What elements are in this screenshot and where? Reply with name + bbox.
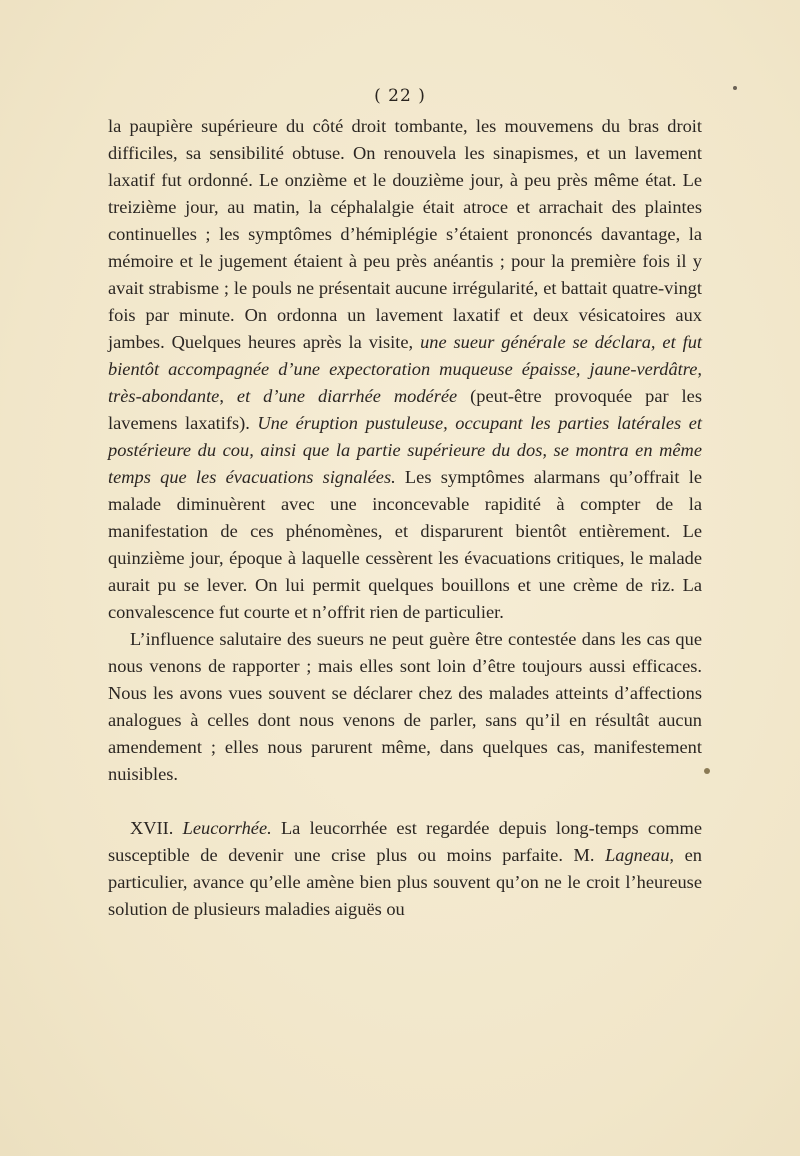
text-segment: la paupière supérieure du côté droit tombante, les mouvemens du bras droit difficiles, sa sensibilité obtuse. On renouvela les sinapismes, et un lavement laxatif fut ordonné. Le onzième et le douzième jour, à peu près même état. Le treizième jour, au matin, la céphalalgie était atroce et arrachait des plaintes continuelles ; les symptômes d’hémiplégie s’étaient prononcés davantage, la mémoire et le jugement étaient à peu près anéantis ; pour la première fois il y avait strabisme ; le pouls ne présentait aucune irrégularité, et battait quatre-vingt fois par minute. On ordonna un lavement laxatif et deux vésicatoires aux jambes. Quelques heures après la visite, <box>108 116 702 352</box>
text-segment: (peut-être provoquée par les lavemens laxatifs). <box>108 386 702 433</box>
page-number: ( 22 ) <box>374 86 426 106</box>
section-leucorrhee <box>108 815 702 923</box>
paragraph-sweats <box>108 626 702 788</box>
text-segment-italic: une sueur générale se déclara, et fut bientôt accompagnée d’une expectoration muqueuse épaisse, jaune-verdâtre, très-abondante <box>108 332 702 406</box>
section-title: Leucorrhée. <box>182 818 272 838</box>
text-segment: Les symptômes alarmans qu’offrait le malade diminuèrent avec une inconcevable rapidité à compter de la manifestation de ces phénomènes, et disparurent bientôt entièrement. Le quinzième jour, époque à laquelle cessèrent les évacuations critiques, le malade aurait pu se lever. On lui permit quelques bouillons et une crème de riz. La convalescence fut courte et n’offrit rien de particulier. <box>108 467 702 622</box>
paper-speck <box>704 768 710 774</box>
text-segment-italic: et d’une diarrhée modérée <box>236 386 458 406</box>
body-text <box>108 113 702 923</box>
paper-speck <box>733 86 737 90</box>
author-name: Lagneau, <box>605 845 675 865</box>
text-segment-italic: Une éruption pustuleuse, occupant les parties latérales et postérieure du cou, ainsi que la partie supérieure du dos, se montra en même temps que les évacuations signalées. <box>108 413 703 487</box>
paragraph-continuation <box>108 113 702 626</box>
section-number: XVII. <box>130 818 183 838</box>
text-segment: L’influence salutaire des sueurs ne peut guère être contestée dans les cas que nous venons de rapporter ; mais elles sont loin d’être toujours aussi efficaces. Nous les avons vues souvent se déclarer chez des malades atteints d’affections analogues à celles dont nous venons de parler, sans qu’il en résultât aucun amendement ; elles nous parurent même, dans quelques cas, manifestement nuisibles. <box>108 629 702 784</box>
text-segment: La leucorrhée est regardée depuis long-temps comme susceptible de devenir une crise plus ou moins parfaite. M. <box>108 818 702 865</box>
text-segment: , <box>219 386 237 406</box>
text-segment: en particulier, avance qu’elle amène bien plus souvent qu’on ne le croit l’heureuse solution de plusieurs maladies aiguës ou <box>108 845 702 919</box>
